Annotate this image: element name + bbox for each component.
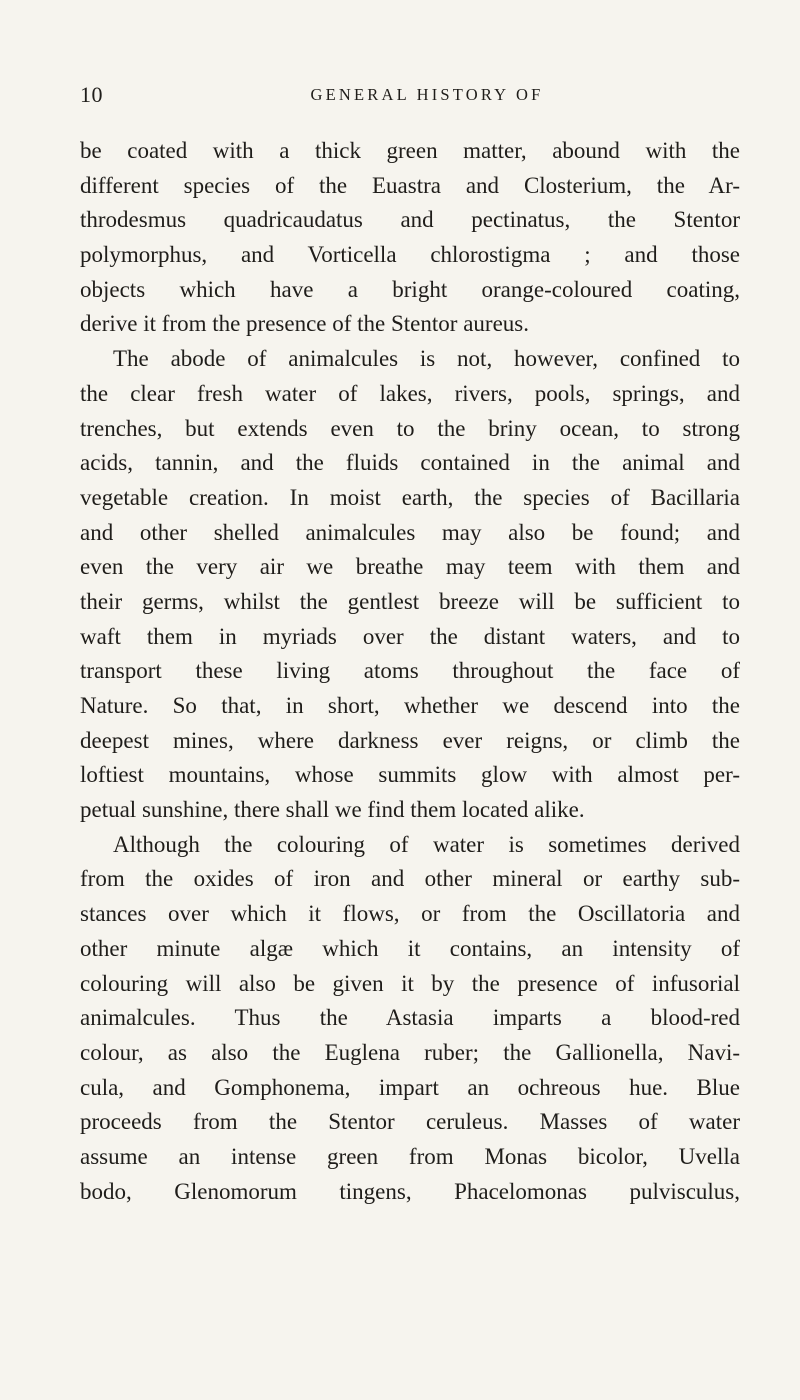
text-line: their germs, whilst the gentlest breeze will be sufficient to bbox=[80, 588, 740, 614]
text-line: cula, and Gomphonema, impart an ochreous hue. Blue bbox=[80, 1074, 740, 1100]
text-line: objects which have a bright orange-coloured coating, bbox=[80, 276, 740, 302]
text-line: bodo, Glenomorum tingens, Phacelomonas pulvisculus, bbox=[80, 1178, 740, 1204]
text-line: loftiest mountains, whose summits glow with almost per- bbox=[80, 762, 740, 788]
running-head: GENERAL HISTORY OF bbox=[310, 85, 544, 104]
text-line: deepest mines, where darkness ever reigns, or climb the bbox=[80, 727, 740, 753]
text-line: petual sunshine, there shall we find them located alike. bbox=[80, 797, 585, 823]
text-line: and other shelled animalcules may also be found; and bbox=[80, 519, 740, 545]
text-line: other minute algæ which it contains, an intensity of bbox=[80, 935, 740, 961]
text-line: Nature. So that, in short, whether we descend into the bbox=[80, 693, 740, 718]
text-line: polymorphus, and Vorticella chlorostigma ; and those bbox=[80, 242, 740, 268]
text-line: assume an intense green from Monas bicolor, Uvella bbox=[80, 1143, 740, 1169]
page-header bbox=[80, 82, 740, 112]
text-line: animalcules. Thus the Astasia imparts a blood-red bbox=[80, 1005, 740, 1031]
text-line: transport these living atoms throughout the face of bbox=[80, 658, 740, 684]
text-line: be coated with a thick green matter, abound with the bbox=[80, 138, 740, 163]
text-line: The abode of animalcules is not, however, confined to bbox=[113, 346, 740, 372]
text-line: proceeds from the Stentor ceruleus. Masses of water bbox=[80, 1109, 740, 1135]
text-line: colouring will also be given it by the presence of infusorial bbox=[80, 970, 740, 996]
text-line: the clear fresh water of lakes, rivers, pools, springs, and bbox=[80, 380, 740, 406]
text-line: stances over which it flows, or from the Oscillatoria and bbox=[80, 901, 740, 927]
text-line: from the oxides of iron and other mineral or earthy sub- bbox=[80, 866, 740, 892]
text-line: throdesmus quadricaudatus and pectinatus, the Stentor bbox=[80, 207, 740, 233]
text-line: derive it from the presence of the Stentor aureus. bbox=[80, 311, 529, 337]
text-line: Although the colouring of water is sometimes derived bbox=[113, 831, 740, 857]
text-line: colour, as also the Euglena ruber; the Gallionella, Navi- bbox=[80, 1039, 740, 1065]
text-line: acids, tannin, and the fluids contained in the animal and bbox=[80, 450, 740, 476]
text-line: trenches, but extends even to the briny ocean, to strong bbox=[80, 415, 740, 441]
text-line: even the very air we breathe may teem with them and bbox=[80, 554, 740, 580]
body-text bbox=[80, 134, 740, 1209]
page-number: 10 bbox=[80, 82, 103, 107]
text-line: waft them in myriads over the distant waters, and to bbox=[80, 623, 740, 649]
text-line: different species of the Euastra and Closterium, the Ar- bbox=[80, 172, 740, 198]
text-line: vegetable creation. In moist earth, the species of Bacillaria bbox=[80, 484, 740, 510]
